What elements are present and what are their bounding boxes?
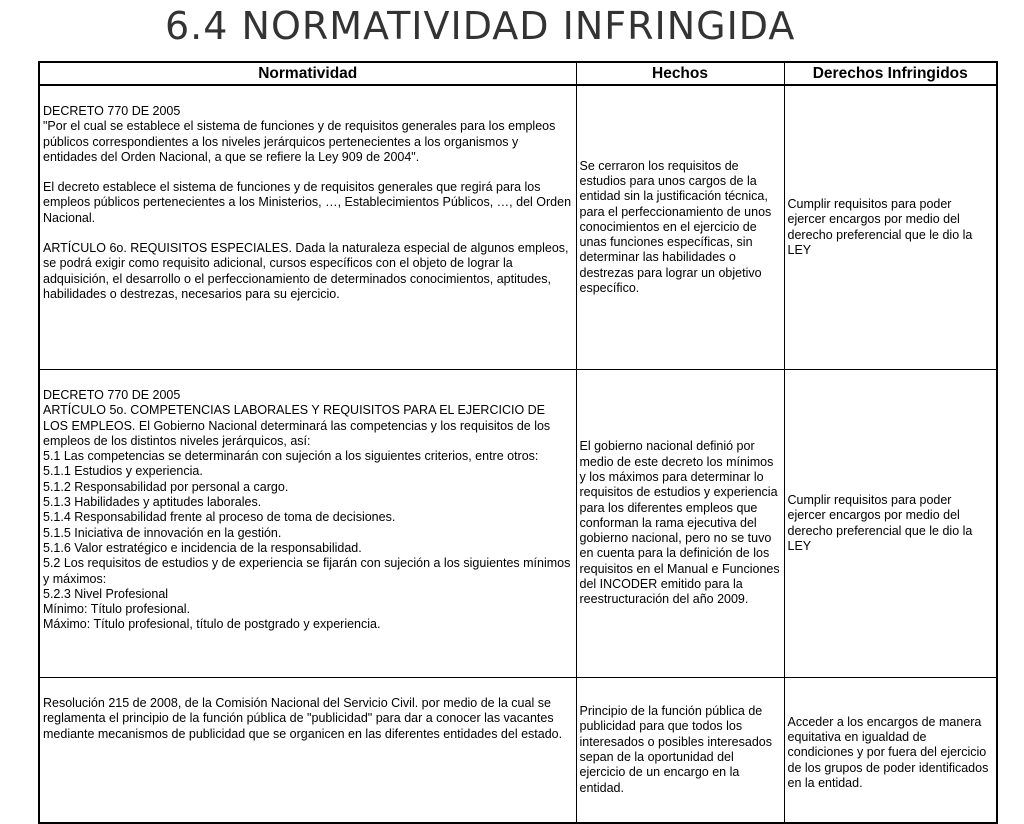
header-normatividad: Normatividad bbox=[39, 62, 576, 85]
page-title: 6.4 NORMATIVIDAD INFRINGIDA bbox=[165, 4, 796, 48]
normatividad-cell bbox=[39, 678, 576, 824]
table-header-row bbox=[39, 62, 997, 85]
normatividad-paragraph: DECRETO 770 DE 2005 "Por el cual se establece el sistema de funciones y de requisitos generales para los empleos públicos correspondientes a los niveles jerárquicos pertenecientes a los organismos y entidades del Orden Nacional, a que se refiere la Ley 909 de 2004". bbox=[43, 104, 556, 164]
normatividad-cell bbox=[39, 85, 576, 370]
table-row bbox=[39, 370, 997, 678]
hechos-cell: Se cerraron los requisitos de estudios para unos cargos de la entidad sin la justificación técnica, para el perfeccionamiento de unos conocimientos en el ejercicio de unas funciones específicas, sin determinar las habilidades o destrezas para lograr un objetivo específico. bbox=[576, 85, 784, 370]
normatividad-paragraph: Resolución 215 de 2008, de la Comisión Nacional del Servicio Civil. por medio de la cual se reglamenta el principio de la función pública de "publicidad" para dar a conocer las vacantes mediante mecanismos de publicidad que se organicen en las diferentes entidades del estado. bbox=[43, 696, 563, 741]
derechos-cell: Cumplir requisitos para poder ejercer encargos por medio del derecho preferencial que le dio la LEY bbox=[784, 370, 997, 678]
normatividad-cell bbox=[39, 370, 576, 678]
normatividad-table bbox=[38, 61, 998, 824]
derechos-cell: Acceder a los encargos de manera equitativa en igualdad de condiciones y por fuera del ejercicio de los grupos de poder identificados en la entidad. bbox=[784, 678, 997, 824]
table-row bbox=[39, 678, 997, 824]
header-derechos-infringidos: Derechos Infringidos bbox=[784, 62, 997, 85]
normatividad-paragraph: El decreto establece el sistema de funciones y de requisitos generales que regirá para los empleos públicos pertenecientes a los Ministerios, …, Establecimientos Públicos, …, del Orden Nacional. bbox=[43, 180, 572, 225]
hechos-cell: Principio de la función pública de publicidad para que todos los interesados o posibles interesados sepan de la oportunidad del ejercicio de un encargo en la entidad. bbox=[576, 678, 784, 824]
header-hechos: Hechos bbox=[576, 62, 784, 85]
normatividad-paragraph: DECRETO 770 DE 2005 ARTÍCULO 5o. COMPETENCIAS LABORALES Y REQUISITOS PARA EL EJERCICIO DE LOS EMPLEOS. El Gobierno Nacional determinará las competencias y los requisitos de los empleos de los distintos niveles jerárquicos, así: 5.1 Las competencias se determinarán con sujeción a los siguientes criterios, entre otros: 5.1.1 Estudios y experiencia. 5.1.2 Responsabilidad por personal a cargo. 5.1.3 Habilidades y aptitudes laborales. 5.1.4 Responsabilidad frente al proceso de toma de decisiones. 5.1.5 Iniciativa de innovación en la gestión. 5.1.6 Valor estratégico e incidencia de la responsabilidad. 5.2 Los requisitos de estudios y de experiencia se fijarán con sujeción a los siguientes mínimos y máximos: 5.2.3 Nivel Profesional Mínimo: Título profesional. Máximo: Título profesional, título de postgrado y experiencia. bbox=[43, 388, 571, 632]
hechos-cell: El gobierno nacional definió por medio de este decreto los mínimos y los máximos para determinar lo requisitos de estudios y experiencia para los diferentes empleos que conforman la rama ejecutiva del gobierno nacional, pero no se tuvo en cuenta para la definición de los requisitos en el Manual e Funciones del INCODER emitido para la reestructuración del año 2009. bbox=[576, 370, 784, 678]
derechos-cell: Cumplir requisitos para poder ejercer encargos por medio del derecho preferencial que le dio la LEY bbox=[784, 85, 997, 370]
normatividad-paragraph: ARTÍCULO 6o. REQUISITOS ESPECIALES. Dada la naturaleza especial de algunos empleos, se podrá exigir como requisito adicional, cursos específicos con el objeto de lograr la adquisición, el desarrollo o el perfeccionamiento de determinados conocimientos, aptitudes, habilidades o destrezas, necesarios para su ejercicio. bbox=[43, 241, 569, 301]
table-row bbox=[39, 85, 997, 370]
